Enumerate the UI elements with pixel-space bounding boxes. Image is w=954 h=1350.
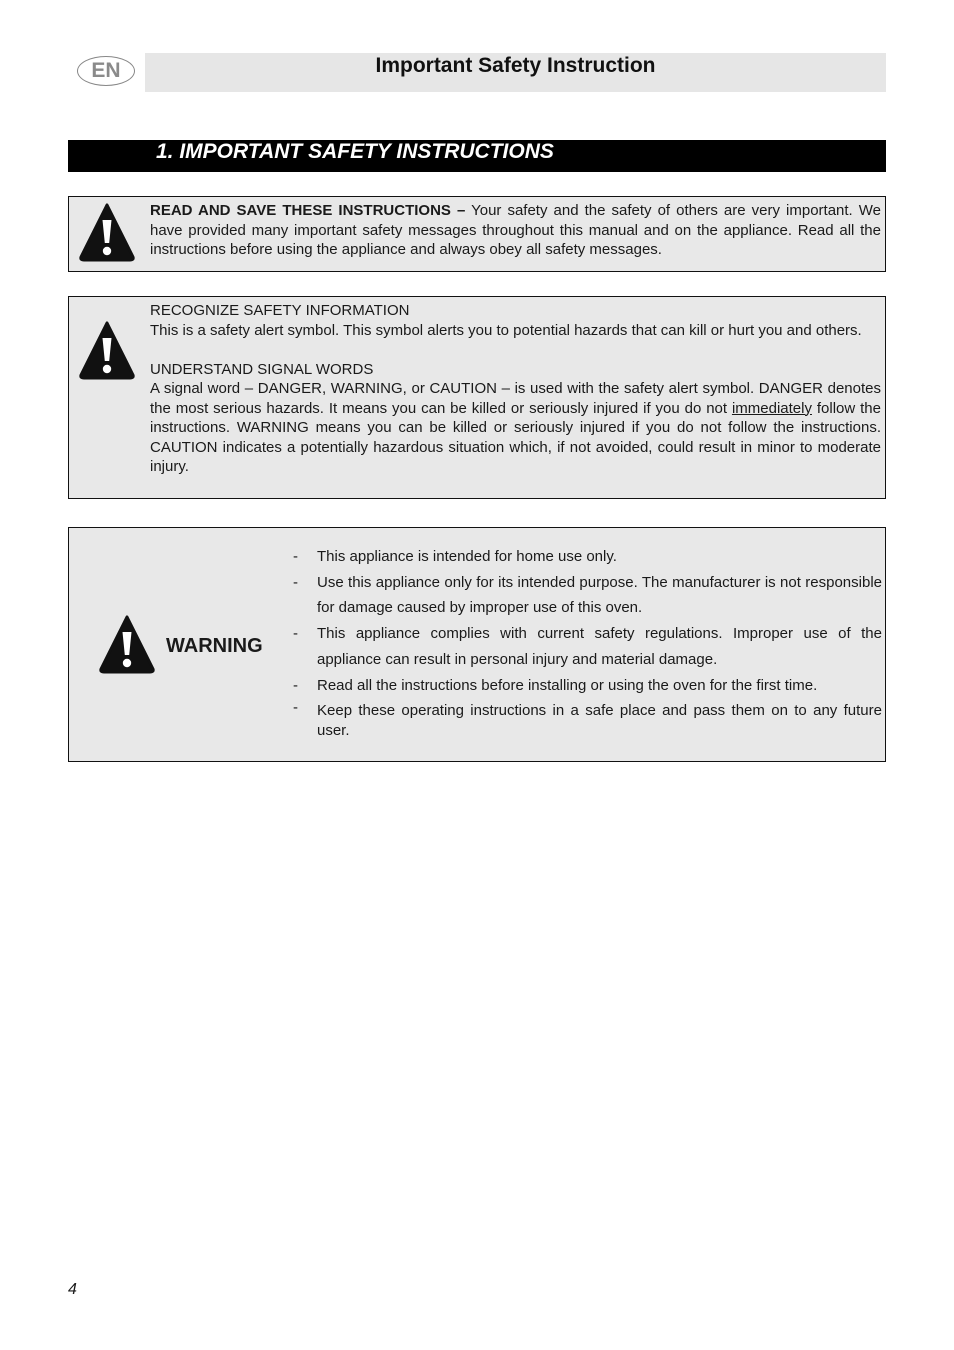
recognize-paragraph: This is a safety alert symbol. This symbol alerts you to potential hazards that can kill or hurt you and others.: [150, 321, 862, 339]
warning-box: [68, 527, 886, 762]
page-number: 4: [68, 1281, 77, 1298]
section-heading-bar: [68, 140, 886, 172]
read-and-save-body: Your safety and the safety of others are very important. We have provided many important safety messages throughout this manual and on the appliance. Read all the instructions before using the appliance and always obey all safety messages.: [150, 202, 882, 258]
read-and-save-text: [150, 201, 881, 260]
read-and-save-box: [68, 196, 886, 272]
immediately-underlined: immediately: [731, 399, 812, 417]
list-item: - Use this appliance only for its intended purpose. The manufacturer is not responsible for damage caused by improper use of this oven.: [293, 570, 882, 621]
warning-triangle-icon: [98, 614, 156, 674]
warning-list: [293, 544, 882, 740]
section-title: 1. IMPORTANT SAFETY INSTRUCTIONS: [156, 140, 554, 163]
read-and-save-lead: READ AND SAVE THESE INSTRUCTIONS –: [150, 202, 466, 219]
warning-triangle-icon: [78, 320, 136, 380]
list-item: - Read all the instructions before installing or using the oven for the first time.: [293, 673, 882, 699]
warning-label: WARNING: [166, 635, 263, 657]
list-item: - This appliance is intended for home use only.: [293, 544, 882, 570]
page-header: [145, 53, 886, 92]
recognize-heading: RECOGNIZE SAFETY INFORMATION: [150, 302, 410, 319]
signal-words-heading: UNDERSTAND SIGNAL WORDS: [150, 360, 374, 378]
warning-triangle-icon: [78, 202, 136, 262]
language-badge: EN: [77, 56, 135, 86]
list-item: - Keep these operating instructions in a safe place and pass them on to any future user.: [293, 698, 882, 740]
page-header-title: Important Safety Instruction: [375, 54, 656, 77]
safety-information-text: [150, 301, 881, 477]
safety-information-box: [68, 296, 886, 499]
list-item: - This appliance complies with current safety regulations. Improper use of the appliance can result in personal injury and material damage.: [293, 621, 882, 672]
signal-words-paragraph: A signal word – DANGER, WARNING, or CAUTION – is used with the safety alert symbol. DANGER denotes the most serious hazards. It means you can be killed or seriously injured if you do not immediately follow the instructions. WARNING means you can be killed or seriously injured if you do not follow the instructions. CAUTION indicates a potentially hazardous situation which, if not avoided, could result in minor to moderate injury.: [150, 380, 881, 475]
